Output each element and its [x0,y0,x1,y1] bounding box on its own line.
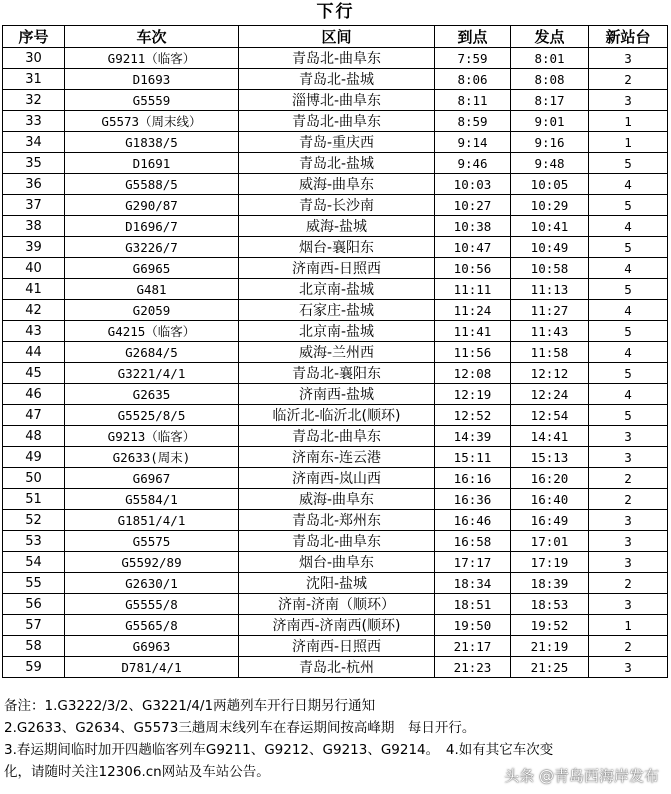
cell-platform: 2 [589,573,668,594]
cell-platform: 3 [589,531,668,552]
table-row [3,342,668,363]
cell-index: 35 [3,153,65,174]
cell-index: 44 [3,342,65,363]
cell-index: 38 [3,216,65,237]
cell-arrive: 11:56 [435,342,511,363]
cell-depart: 10:29 [511,195,589,216]
cell-route: 济南西-济南西(顺环) [239,615,435,636]
cell-arrive: 11:11 [435,279,511,300]
table-row [3,90,668,111]
cell-platform: 1 [589,111,668,132]
cell-route: 威海-曲阜东 [239,174,435,195]
cell-depart: 17:01 [511,531,589,552]
header-index: 序号 [3,26,65,48]
cell-arrive: 8:06 [435,69,511,90]
cell-route: 青岛北-杭州 [239,657,435,678]
cell-platform: 3 [589,657,668,678]
table-row [3,657,668,678]
cell-arrive: 21:17 [435,636,511,657]
cell-train: G6965 [65,258,239,279]
header-route: 区间 [239,26,435,48]
cell-route: 北京南-盐城 [239,321,435,342]
cell-platform: 4 [589,300,668,321]
table-row [3,363,668,384]
cell-route: 济南西-盐城 [239,384,435,405]
cell-platform: 1 [589,132,668,153]
table-row [3,258,668,279]
note-line: 3.春运期间临时加开四趟临客列车G9211、G9212、G9213、G9214。 4.如有其它车次变 [4,742,554,758]
cell-arrive: 8:11 [435,90,511,111]
header-train: 车次 [65,26,239,48]
cell-platform: 2 [589,69,668,90]
cell-route: 青岛北-曲阜东 [239,111,435,132]
cell-platform: 4 [589,342,668,363]
cell-index: 59 [3,657,65,678]
cell-depart: 16:49 [511,510,589,531]
table-row [3,447,668,468]
cell-train: G290/87 [65,195,239,216]
table-row [3,636,668,657]
cell-platform: 4 [589,216,668,237]
table-row [3,216,668,237]
cell-index: 47 [3,405,65,426]
cell-train: G3226/7 [65,237,239,258]
cell-route: 青岛北-盐城 [239,153,435,174]
cell-depart: 18:53 [511,594,589,615]
table-row [3,426,668,447]
cell-route: 淄博北-曲阜东 [239,90,435,111]
cell-arrive: 9:14 [435,132,511,153]
cell-index: 55 [3,573,65,594]
cell-index: 40 [3,258,65,279]
cell-train: G1851/4/1 [65,510,239,531]
cell-route: 青岛北-襄阳东 [239,363,435,384]
cell-arrive: 16:36 [435,489,511,510]
cell-platform: 3 [589,447,668,468]
cell-platform: 3 [589,510,668,531]
cell-route: 沈阳-盐城 [239,573,435,594]
cell-depart: 17:19 [511,552,589,573]
cell-train: G4215（临客） [65,321,239,342]
table-row [3,300,668,321]
cell-index: 53 [3,531,65,552]
cell-depart: 10:49 [511,237,589,258]
cell-train: G2059 [65,300,239,321]
table-header-row [3,26,668,48]
cell-train: G481 [65,279,239,300]
table-row [3,153,668,174]
cell-train: G5588/5 [65,174,239,195]
cell-arrive: 18:51 [435,594,511,615]
cell-depart: 12:12 [511,363,589,384]
cell-platform: 4 [589,258,668,279]
cell-depart: 12:24 [511,384,589,405]
table-row [3,48,668,69]
cell-train: G2635 [65,384,239,405]
cell-arrive: 16:16 [435,468,511,489]
cell-platform: 4 [589,174,668,195]
cell-platform: 3 [589,594,668,615]
cell-platform: 5 [589,195,668,216]
cell-route: 青岛-重庆西 [239,132,435,153]
table-row [3,573,668,594]
cell-index: 32 [3,90,65,111]
cell-arrive: 9:46 [435,153,511,174]
cell-platform: 5 [589,279,668,300]
cell-route: 青岛-长沙南 [239,195,435,216]
cell-index: 43 [3,321,65,342]
cell-train: G9213（临客） [65,426,239,447]
cell-index: 54 [3,552,65,573]
cell-platform: 5 [589,321,668,342]
cell-depart: 12:54 [511,405,589,426]
cell-arrive: 10:56 [435,258,511,279]
cell-depart: 14:41 [511,426,589,447]
table-row [3,279,668,300]
cell-train: G5565/8 [65,615,239,636]
cell-depart: 21:25 [511,657,589,678]
cell-platform: 5 [589,363,668,384]
cell-depart: 8:01 [511,48,589,69]
cell-train: G3221/4/1 [65,363,239,384]
cell-arrive: 10:38 [435,216,511,237]
cell-train: G6963 [65,636,239,657]
cell-index: 36 [3,174,65,195]
cell-arrive: 17:17 [435,552,511,573]
cell-train: G2684/5 [65,342,239,363]
cell-depart: 16:40 [511,489,589,510]
cell-route: 青岛北-郑州东 [239,510,435,531]
cell-route: 青岛北-盐城 [239,69,435,90]
cell-index: 37 [3,195,65,216]
table-row [3,468,668,489]
table-row [3,552,668,573]
cell-depart: 8:08 [511,69,589,90]
cell-index: 58 [3,636,65,657]
watermark: 头条 @青岛西海岸发布 [504,767,659,785]
cell-index: 49 [3,447,65,468]
cell-train: G1838/5 [65,132,239,153]
cell-arrive: 8:59 [435,111,511,132]
cell-depart: 11:58 [511,342,589,363]
cell-train: G2630/1 [65,573,239,594]
cell-route: 北京南-盐城 [239,279,435,300]
table-row [3,132,668,153]
cell-arrive: 16:58 [435,531,511,552]
table-row [3,111,668,132]
cell-arrive: 10:03 [435,174,511,195]
cell-route: 威海-盐城 [239,216,435,237]
cell-arrive: 14:39 [435,426,511,447]
cell-arrive: 10:27 [435,195,511,216]
cell-route: 济南西-日照西 [239,636,435,657]
cell-index: 39 [3,237,65,258]
cell-arrive: 15:11 [435,447,511,468]
cell-depart: 8:17 [511,90,589,111]
cell-index: 34 [3,132,65,153]
header-arrive: 到点 [435,26,511,48]
cell-train: G9211（临客） [65,48,239,69]
schedule-table [2,25,668,678]
cell-index: 52 [3,510,65,531]
table-row [3,174,668,195]
table-row [3,489,668,510]
cell-depart: 10:41 [511,216,589,237]
cell-depart: 18:39 [511,573,589,594]
cell-platform: 3 [589,552,668,573]
cell-platform: 5 [589,153,668,174]
cell-arrive: 11:41 [435,321,511,342]
note-line: 化，请随时关注12306.cn网站及车站公告。 [4,764,270,780]
cell-route: 济南西-日照西 [239,258,435,279]
cell-depart: 9:48 [511,153,589,174]
cell-arrive: 12:19 [435,384,511,405]
cell-arrive: 12:08 [435,363,511,384]
cell-arrive: 19:50 [435,615,511,636]
cell-train: G5525/8/5 [65,405,239,426]
note-line: 2.G2633、G2634、G5573三趟周末线列车在春运期间按高峰期 每日开行。 [4,720,476,736]
table-body [3,48,668,678]
cell-depart: 21:19 [511,636,589,657]
cell-depart: 10:58 [511,258,589,279]
cell-route: 济南-济南（顺环） [239,594,435,615]
cell-index: 56 [3,594,65,615]
cell-train: G6967 [65,468,239,489]
cell-depart: 11:27 [511,300,589,321]
table-row [3,195,668,216]
cell-index: 33 [3,111,65,132]
cell-index: 57 [3,615,65,636]
cell-route: 济南东-连云港 [239,447,435,468]
cell-route: 石家庄-盐城 [239,300,435,321]
page-title: 下行 [316,2,355,22]
cell-arrive: 7:59 [435,48,511,69]
cell-platform: 5 [589,237,668,258]
cell-platform: 5 [589,405,668,426]
table-row [3,69,668,90]
cell-arrive: 21:23 [435,657,511,678]
header-platform: 新站台 [589,26,668,48]
header-depart: 发点 [511,26,589,48]
cell-arrive: 10:47 [435,237,511,258]
cell-index: 41 [3,279,65,300]
cell-arrive: 11:24 [435,300,511,321]
cell-platform: 4 [589,384,668,405]
table-row [3,615,668,636]
cell-route: 烟台-曲阜东 [239,552,435,573]
cell-train: D781/4/1 [65,657,239,678]
cell-index: 50 [3,468,65,489]
cell-arrive: 18:34 [435,573,511,594]
cell-train: G5592/89 [65,552,239,573]
cell-index: 42 [3,300,65,321]
cell-route: 青岛北-曲阜东 [239,426,435,447]
note-line: 备注：1.G3222/3/2、G3221/4/1两趟列车开行日期另行通知 [4,698,376,714]
cell-depart: 9:16 [511,132,589,153]
cell-platform: 2 [589,636,668,657]
cell-index: 46 [3,384,65,405]
cell-platform: 2 [589,489,668,510]
cell-depart: 11:13 [511,279,589,300]
cell-train: G2633(周末) [65,447,239,468]
cell-index: 30 [3,48,65,69]
cell-route: 临沂北-临沂北(顺环) [239,405,435,426]
cell-depart: 10:05 [511,174,589,195]
table-row [3,531,668,552]
table-row [3,405,668,426]
cell-train: G5584/1 [65,489,239,510]
table-row [3,237,668,258]
cell-platform: 3 [589,48,668,69]
table-row [3,510,668,531]
cell-depart: 11:43 [511,321,589,342]
cell-depart: 16:20 [511,468,589,489]
cell-arrive: 12:52 [435,405,511,426]
cell-route: 烟台-襄阳东 [239,237,435,258]
cell-depart: 9:01 [511,111,589,132]
cell-train: G5559 [65,90,239,111]
cell-depart: 15:13 [511,447,589,468]
cell-route: 青岛北-曲阜东 [239,48,435,69]
cell-train: G5575 [65,531,239,552]
cell-train: D1693 [65,69,239,90]
cell-train: D1696/7 [65,216,239,237]
cell-platform: 2 [589,468,668,489]
cell-route: 青岛北-曲阜东 [239,531,435,552]
cell-platform: 3 [589,90,668,111]
cell-route: 济南西-岚山西 [239,468,435,489]
cell-depart: 19:52 [511,615,589,636]
cell-platform: 1 [589,615,668,636]
cell-train: G5555/8 [65,594,239,615]
cell-index: 51 [3,489,65,510]
table-row [3,321,668,342]
cell-index: 31 [3,69,65,90]
table-row [3,594,668,615]
cell-route: 威海-曲阜东 [239,489,435,510]
cell-platform: 3 [589,426,668,447]
cell-arrive: 16:46 [435,510,511,531]
cell-route: 威海-兰州西 [239,342,435,363]
cell-train: G5573（周末线） [65,111,239,132]
cell-index: 48 [3,426,65,447]
cell-index: 45 [3,363,65,384]
table-row [3,384,668,405]
cell-train: D1691 [65,153,239,174]
